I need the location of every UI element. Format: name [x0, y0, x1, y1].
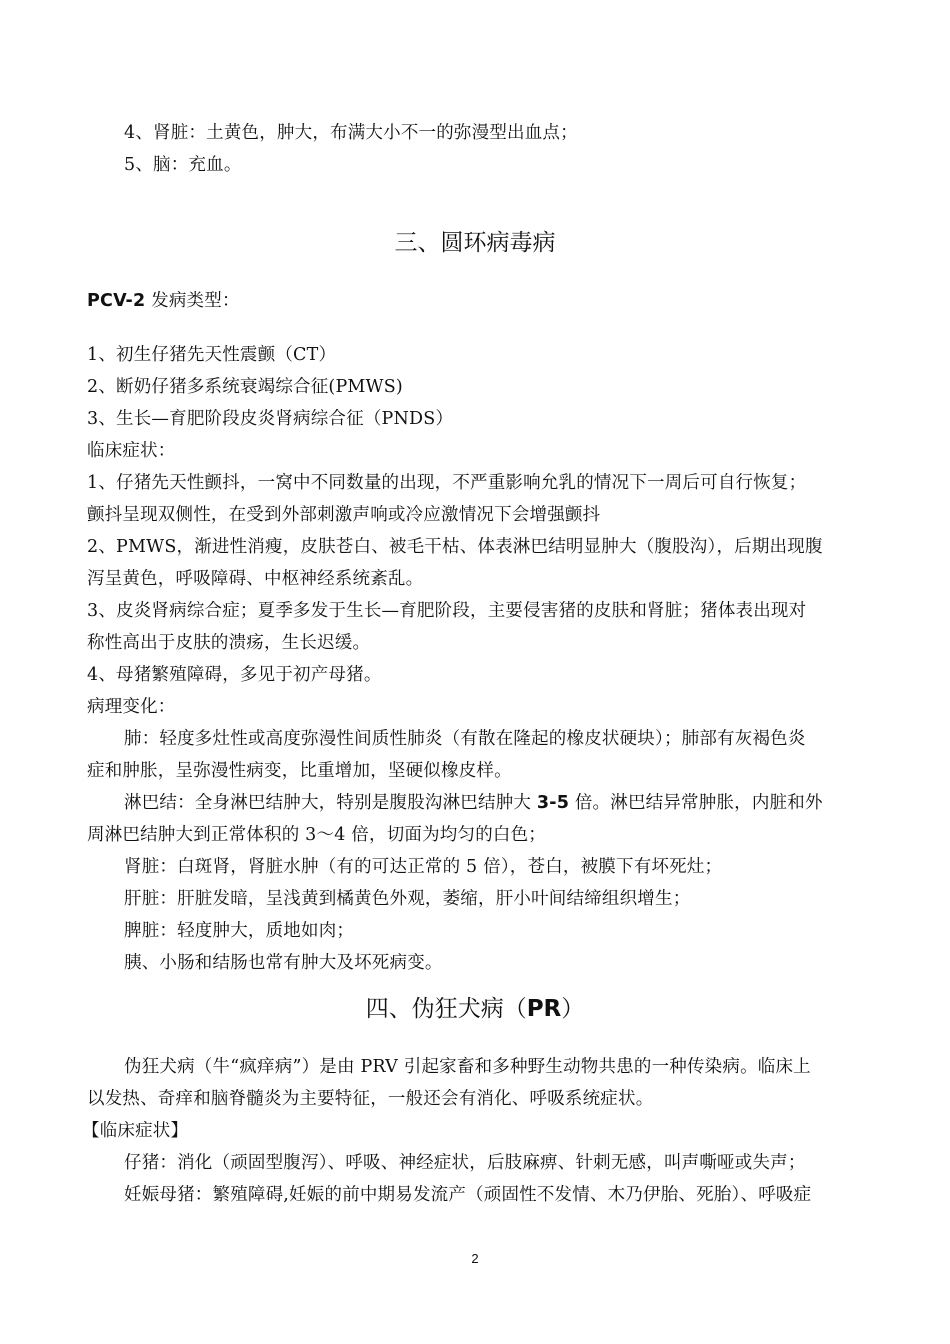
pcv2-label: PCV-2 [87, 291, 146, 311]
pr-clinical-header: 【临床症状】 [82, 1121, 189, 1141]
pcv2-types-label [87, 290, 867, 312]
section-heading-circovirus: 三、圆环病毒病 [394, 230, 556, 256]
brain-item: 5、脑：充血。 [124, 155, 242, 175]
clinical-line-3: 2、PMWS，渐进性消瘦，皮肤苍白、被毛干枯、体表淋巴结明显肿大（腹股沟），后期出现腹 [87, 537, 823, 557]
pathology-lymph-line-1 [124, 792, 867, 814]
kidney-item: 4、肾脏：土黄色，肿大，布满大小不一的弥漫型出血点； [124, 123, 578, 143]
pathology-pancreas: 胰、小肠和结肠也常有肿大及坏死病变。 [124, 953, 443, 973]
pathology-liver: 肝脏：肝脏发暗，呈浅黄到橘黄色外观，萎缩，肝小叶间结缔组织增生； [124, 889, 691, 909]
lymph-text-a: 淋巴结：全身淋巴结肿大，特别是腹股沟淋巴结肿大 [124, 793, 537, 813]
lymph-text-b: 倍。淋巴结异常肿胀，内脏和外 [569, 793, 823, 813]
pathology-label: 病理变化： [87, 697, 176, 717]
pr-title-prefix: 四、伪狂犬病（ [365, 996, 527, 1022]
clinical-line-7: 4、母猪繁殖障碍，多见于初产母猪。 [87, 665, 382, 685]
pr-title-suffix: ） [561, 996, 585, 1022]
pathology-lung-line-2: 症和肿胀，呈弥漫性病变，比重增加，坚硬似橡皮样。 [87, 761, 512, 781]
clinical-line-6: 称性高出于皮肤的溃疡，生长迟缓。 [87, 633, 371, 653]
type-item-2: 2、断奶仔猪多系统衰竭综合征(PMWS) [87, 377, 403, 397]
type-item-1: 1、初生仔猪先天性震颤（CT） [87, 345, 337, 365]
pr-intro-line-1: 伪狂犬病（牛“疯痒病”）是由 PRV 引起家畜和多种野生动物共患的一种传染病。临床上 [124, 1057, 811, 1077]
pathology-kidney: 肾脏：白斑肾，肾脏水肿（有的可达正常的 5 倍），苍白，被膜下有坏死灶； [124, 857, 723, 877]
pr-piglet-signs: 仔猪：消化（顽固型腹泻）、呼吸、神经症状，后肢麻痹、针刺无感，叫声嘶哑或失声； [124, 1153, 806, 1173]
clinical-line-5: 3、皮炎肾病综合症；夏季多发于生长—育肥阶段，主要侵害猪的皮肤和肾脏；猪体表出现对 [87, 601, 807, 621]
types-label-rest: 发病类型： [145, 291, 240, 311]
clinical-signs-label: 临床症状： [87, 441, 176, 461]
pr-intro-line-2: 以发热、奇痒和脑脊髓炎为主要特征，一般还会有消化、呼吸系统症状。 [87, 1089, 654, 1109]
type-item-3: 3、生长—育肥阶段皮炎肾病综合征（PNDS） [87, 409, 454, 429]
lymph-multiplier: 3-5 [536, 793, 570, 813]
pathology-lung-line-1: 肺：轻度多灶性或高度弥漫性间质性肺炎（有散在隆起的橡皮状硬块）；肺部有灰褐色炎 [124, 729, 806, 749]
pathology-lymph-line-2: 周淋巴结肿大到正常体积的 3～4 倍，切面为均匀的白色； [87, 825, 546, 845]
clinical-line-2: 颤抖呈现双侧性，在受到外部刺激声响或冷应激情况下会增强颤抖 [87, 505, 601, 525]
page-number: 2 [471, 1251, 479, 1266]
pr-title-abbrev: PR [526, 996, 562, 1022]
pr-sow-signs: 妊娠母猪：繁殖障碍,妊娠的前中期易发流产（顽固性不发情、木乃伊胎、死胎）、呼吸症 [124, 1185, 812, 1205]
clinical-line-1: 1、仔猪先天性颤抖，一窝中不同数量的出现，不严重影响允乳的情况下一周后可自行恢复； [87, 473, 807, 493]
section-heading-pseudorabies [0, 994, 950, 1024]
pathology-spleen: 脾脏：轻度肿大，质地如肉； [124, 921, 355, 941]
clinical-line-4: 泻呈黄色，呼吸障碍、中枢神经系统紊乱。 [87, 569, 424, 589]
